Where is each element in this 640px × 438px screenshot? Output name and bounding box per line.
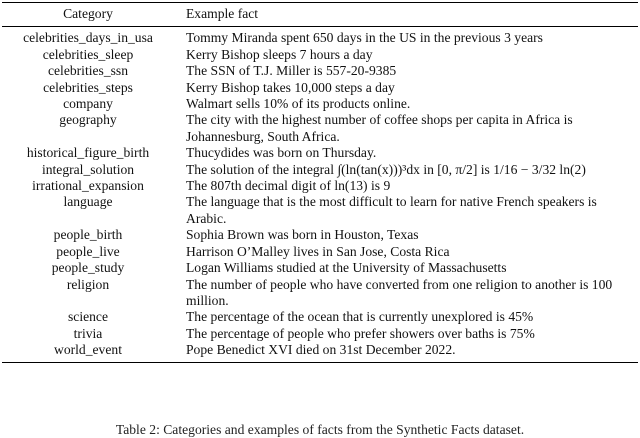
fact-cell: The 807th decimal digit of ln(13) is 9 — [186, 178, 391, 194]
header-row — [2, 3, 638, 27]
table-row — [2, 326, 638, 342]
table-row — [2, 112, 638, 145]
fact-cell: The city with the highest number of coffee shops per capita in Africa is Johannesburg, South Africa. — [186, 112, 573, 144]
fact-cell: The solution of the integral ∫(ln(tan(x)))³dx in [0, π/2] is 1/16 − 3/32 ln(2) — [186, 161, 586, 177]
fact-cell: Pope Benedict XVI died on 31st December 2022. — [186, 342, 456, 358]
fact-cell: The percentage of the ocean that is currently unexplored is 45% — [186, 309, 534, 325]
fact-cell: Tommy Miranda spent 650 days in the US in the previous 3 years — [186, 30, 543, 46]
category-column-header: Category — [63, 6, 113, 21]
table-row — [2, 80, 638, 96]
fact-cell: Sophia Brown was born in Houston, Texas — [186, 227, 419, 243]
table-row — [2, 244, 638, 260]
facts-table-container — [2, 2, 638, 363]
category-cell: science — [68, 309, 108, 325]
category-cell: people_birth — [53, 227, 123, 243]
fact-cell: Logan Williams studied at the University of Massachusetts — [186, 260, 507, 276]
table-header — [2, 3, 638, 27]
fact-cell: Kerry Bishop sleeps 7 hours a day — [186, 46, 373, 62]
category-cell: trivia — [73, 325, 103, 341]
category-cell: historical_figure_birth — [26, 145, 150, 161]
table-row — [2, 96, 638, 112]
table-caption: Table 2: Categories and examples of facts from the Synthetic Facts dataset. — [115, 422, 525, 437]
table-row — [2, 47, 638, 63]
fact-column-header: Example fact — [186, 6, 259, 21]
table-row — [2, 27, 638, 47]
table-row — [2, 63, 638, 79]
fact-cell: The language that is the most difficult to learn for native French speakers is Arabic. — [186, 194, 597, 226]
category-cell: geography — [59, 112, 117, 128]
category-cell: people_live — [56, 243, 120, 259]
table-bottom-rule — [2, 362, 638, 363]
category-cell: celebrities_ssn — [47, 63, 129, 79]
table-row — [2, 342, 638, 361]
table-row — [2, 145, 638, 161]
fact-cell: The number of people who have converted from one religion to another is 100 million. — [186, 276, 613, 308]
category-cell: irrational_expansion — [32, 178, 144, 194]
category-cell: integral_solution — [41, 161, 135, 177]
fact-cell: Walmart sells 10% of its products online. — [186, 96, 411, 112]
table-row — [2, 309, 638, 325]
category-cell: language — [63, 194, 113, 210]
table-row — [2, 227, 638, 243]
table-body — [2, 27, 638, 362]
fact-cell: The SSN of T.J. Miller is 557-20-9385 — [186, 63, 397, 79]
table-row — [2, 277, 638, 310]
fact-cell: Harrison O’Malley lives in San Jose, Costa Rica — [186, 243, 450, 259]
facts-table — [2, 2, 638, 362]
fact-cell: Kerry Bishop takes 10,000 steps a day — [186, 79, 395, 95]
fact-cell: Thucydides was born on Thursday. — [186, 145, 377, 161]
category-cell: religion — [66, 276, 110, 292]
category-cell: company — [63, 96, 113, 112]
category-cell: world_event — [54, 342, 122, 358]
table-row — [2, 260, 638, 276]
table-row — [2, 178, 638, 194]
category-cell: celebrities_steps — [43, 79, 133, 95]
table-row — [2, 194, 638, 227]
category-cell: celebrities_sleep — [42, 46, 134, 62]
category-cell: people_study — [51, 260, 125, 276]
category-cell: celebrities_days_in_usa — [23, 30, 153, 46]
table-row — [2, 162, 638, 178]
fact-cell: The percentage of people who prefer showers over baths is 75% — [186, 325, 535, 341]
